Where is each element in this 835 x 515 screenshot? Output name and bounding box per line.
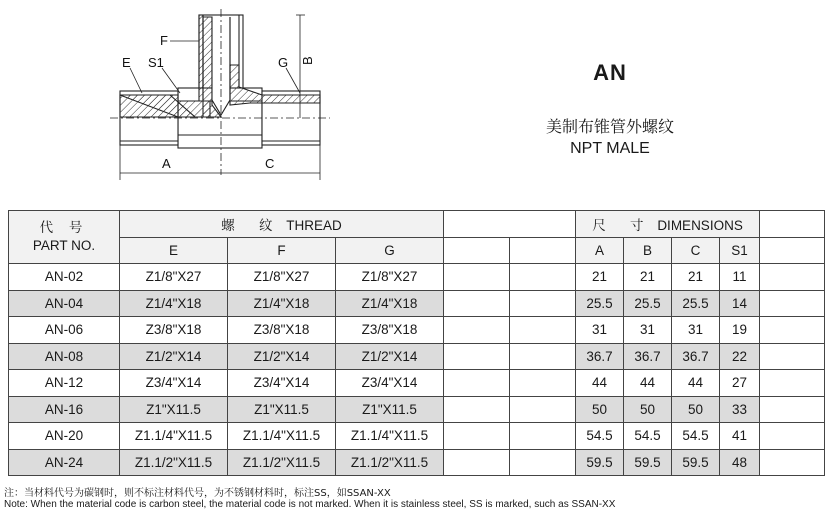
dim-c: 44 [672, 370, 720, 397]
note-cn: 注：当材料代号为碳钢时，则不标注材料代号，为不锈钢材料时，标注SS，如SSAN-XX [4, 488, 391, 499]
label-a: A [162, 156, 171, 171]
thread-g: Z1/2"X14 [336, 343, 444, 370]
thread-g: Z1"X11.5 [336, 396, 444, 423]
part-no: AN-24 [9, 449, 120, 476]
tee-fitting-drawing [100, 5, 340, 195]
empty-cell [444, 317, 510, 344]
empty-cell [510, 423, 576, 450]
thread-e: Z1.1/2"X11.5 [120, 449, 228, 476]
part-no: AN-06 [9, 317, 120, 344]
part-no: AN-04 [9, 290, 120, 317]
thread-g: Z1.1/2"X11.5 [336, 449, 444, 476]
empty-cell [760, 317, 825, 344]
empty-cell [510, 317, 576, 344]
dim-c: 54.5 [672, 423, 720, 450]
dim-a: 54.5 [576, 423, 624, 450]
col-s1: S1 [720, 237, 760, 264]
thread-f: Z3/4"X14 [228, 370, 336, 397]
dim-c: 36.7 [672, 343, 720, 370]
label-f: F [160, 33, 168, 48]
part-no: AN-16 [9, 396, 120, 423]
empty-cell [760, 290, 825, 317]
dim-s1: 14 [720, 290, 760, 317]
empty-cell [760, 370, 825, 397]
empty-cell [510, 449, 576, 476]
empty-header-end [760, 211, 825, 238]
title-block [480, 60, 740, 158]
dim-a: 59.5 [576, 449, 624, 476]
dim-a: 50 [576, 396, 624, 423]
note-en: Note: When the material code is carbon steel, the material code is not marked. When it is stainless steel, SS is marked, such as SSAN-XX [4, 499, 616, 510]
empty-col [760, 237, 825, 264]
table-row [9, 370, 825, 397]
spec-table [8, 210, 825, 476]
dim-a: 25.5 [576, 290, 624, 317]
thread-g: Z1/8"X27 [336, 264, 444, 291]
empty-col [444, 237, 510, 264]
part-no: AN-12 [9, 370, 120, 397]
empty-cell [760, 396, 825, 423]
dim-s1: 33 [720, 396, 760, 423]
dim-s1: 22 [720, 343, 760, 370]
dim-s1: 48 [720, 449, 760, 476]
label-b: B [300, 56, 315, 65]
empty-cell [510, 290, 576, 317]
empty-cell [444, 264, 510, 291]
part-no: AN-08 [9, 343, 120, 370]
part-header-cn: 代 号 [39, 220, 89, 235]
empty-cell [444, 396, 510, 423]
table-row [9, 343, 825, 370]
thread-e: Z1/8"X27 [120, 264, 228, 291]
col-f: F [228, 237, 336, 264]
thread-g: Z1.1/4"X11.5 [336, 423, 444, 450]
dim-header-cn: 尺 寸 [592, 217, 654, 234]
empty-header [444, 211, 576, 238]
empty-cell [760, 423, 825, 450]
dim-b: 21 [624, 264, 672, 291]
dim-header [576, 211, 760, 238]
part-header [9, 211, 120, 264]
empty-cell [510, 264, 576, 291]
product-name-en: NPT MALE [570, 140, 650, 157]
thread-f: Z1"X11.5 [228, 396, 336, 423]
col-a: A [576, 237, 624, 264]
thread-e: Z3/4"X14 [120, 370, 228, 397]
table-row [9, 449, 825, 476]
dim-a: 44 [576, 370, 624, 397]
dim-c: 59.5 [672, 449, 720, 476]
empty-cell [444, 290, 510, 317]
thread-f: Z1/4"X18 [228, 290, 336, 317]
dim-b: 50 [624, 396, 672, 423]
thread-f: Z1/2"X14 [228, 343, 336, 370]
dim-c: 21 [672, 264, 720, 291]
empty-cell [760, 449, 825, 476]
col-g: G [336, 237, 444, 264]
col-e: E [120, 237, 228, 264]
product-name-cn: 美制布锥管外螺纹 [545, 117, 674, 136]
thread-g: Z1/4"X18 [336, 290, 444, 317]
empty-cell [444, 343, 510, 370]
empty-cell [760, 264, 825, 291]
dim-b: 31 [624, 317, 672, 344]
part-no: AN-02 [9, 264, 120, 291]
thread-e: Z1.1/4"X11.5 [120, 423, 228, 450]
part-header-en: PART NO. [32, 238, 96, 253]
header-row-1 [9, 211, 825, 238]
thread-e: Z1/4"X18 [120, 290, 228, 317]
thread-header-cn: 螺 纹 [221, 217, 283, 234]
empty-cell [760, 343, 825, 370]
thread-header [120, 211, 444, 238]
dim-s1: 41 [720, 423, 760, 450]
dim-a: 36.7 [576, 343, 624, 370]
empty-col [510, 237, 576, 264]
label-c: C [265, 156, 275, 171]
table-row [9, 264, 825, 291]
dim-c: 50 [672, 396, 720, 423]
dim-b: 36.7 [624, 343, 672, 370]
label-g: G [278, 55, 289, 70]
dim-a: 21 [576, 264, 624, 291]
dim-b: 59.5 [624, 449, 672, 476]
label-s1: S1 [148, 55, 164, 70]
dim-b: 44 [624, 370, 672, 397]
thread-g: Z3/8"X18 [336, 317, 444, 344]
dim-c: 31 [672, 317, 720, 344]
dim-s1: 11 [720, 264, 760, 291]
empty-cell [444, 370, 510, 397]
col-c: C [672, 237, 720, 264]
empty-cell [444, 423, 510, 450]
dim-b: 54.5 [624, 423, 672, 450]
dim-s1: 27 [720, 370, 760, 397]
empty-cell [510, 370, 576, 397]
thread-f: Z1.1/4"X11.5 [228, 423, 336, 450]
thread-e: Z1/2"X14 [120, 343, 228, 370]
empty-cell [444, 449, 510, 476]
product-code: AN [593, 60, 627, 85]
header-row-2 [9, 237, 825, 264]
thread-f: Z1.1/2"X11.5 [228, 449, 336, 476]
part-no: AN-20 [9, 423, 120, 450]
thread-g: Z3/4"X14 [336, 370, 444, 397]
table-row [9, 396, 825, 423]
empty-cell [510, 396, 576, 423]
table-row [9, 290, 825, 317]
dim-b: 25.5 [624, 290, 672, 317]
dim-header-en: DIMENSIONS [657, 217, 743, 233]
dim-s1: 19 [720, 317, 760, 344]
table-row [9, 423, 825, 450]
table-row [9, 317, 825, 344]
dim-a: 31 [576, 317, 624, 344]
thread-f: Z3/8"X18 [228, 317, 336, 344]
thread-header-en: THREAD [286, 217, 342, 233]
dim-c: 25.5 [672, 290, 720, 317]
empty-cell [510, 343, 576, 370]
label-e: E [122, 55, 131, 70]
thread-e: Z3/8"X18 [120, 317, 228, 344]
thread-f: Z1/8"X27 [228, 264, 336, 291]
col-b: B [624, 237, 672, 264]
thread-e: Z1"X11.5 [120, 396, 228, 423]
